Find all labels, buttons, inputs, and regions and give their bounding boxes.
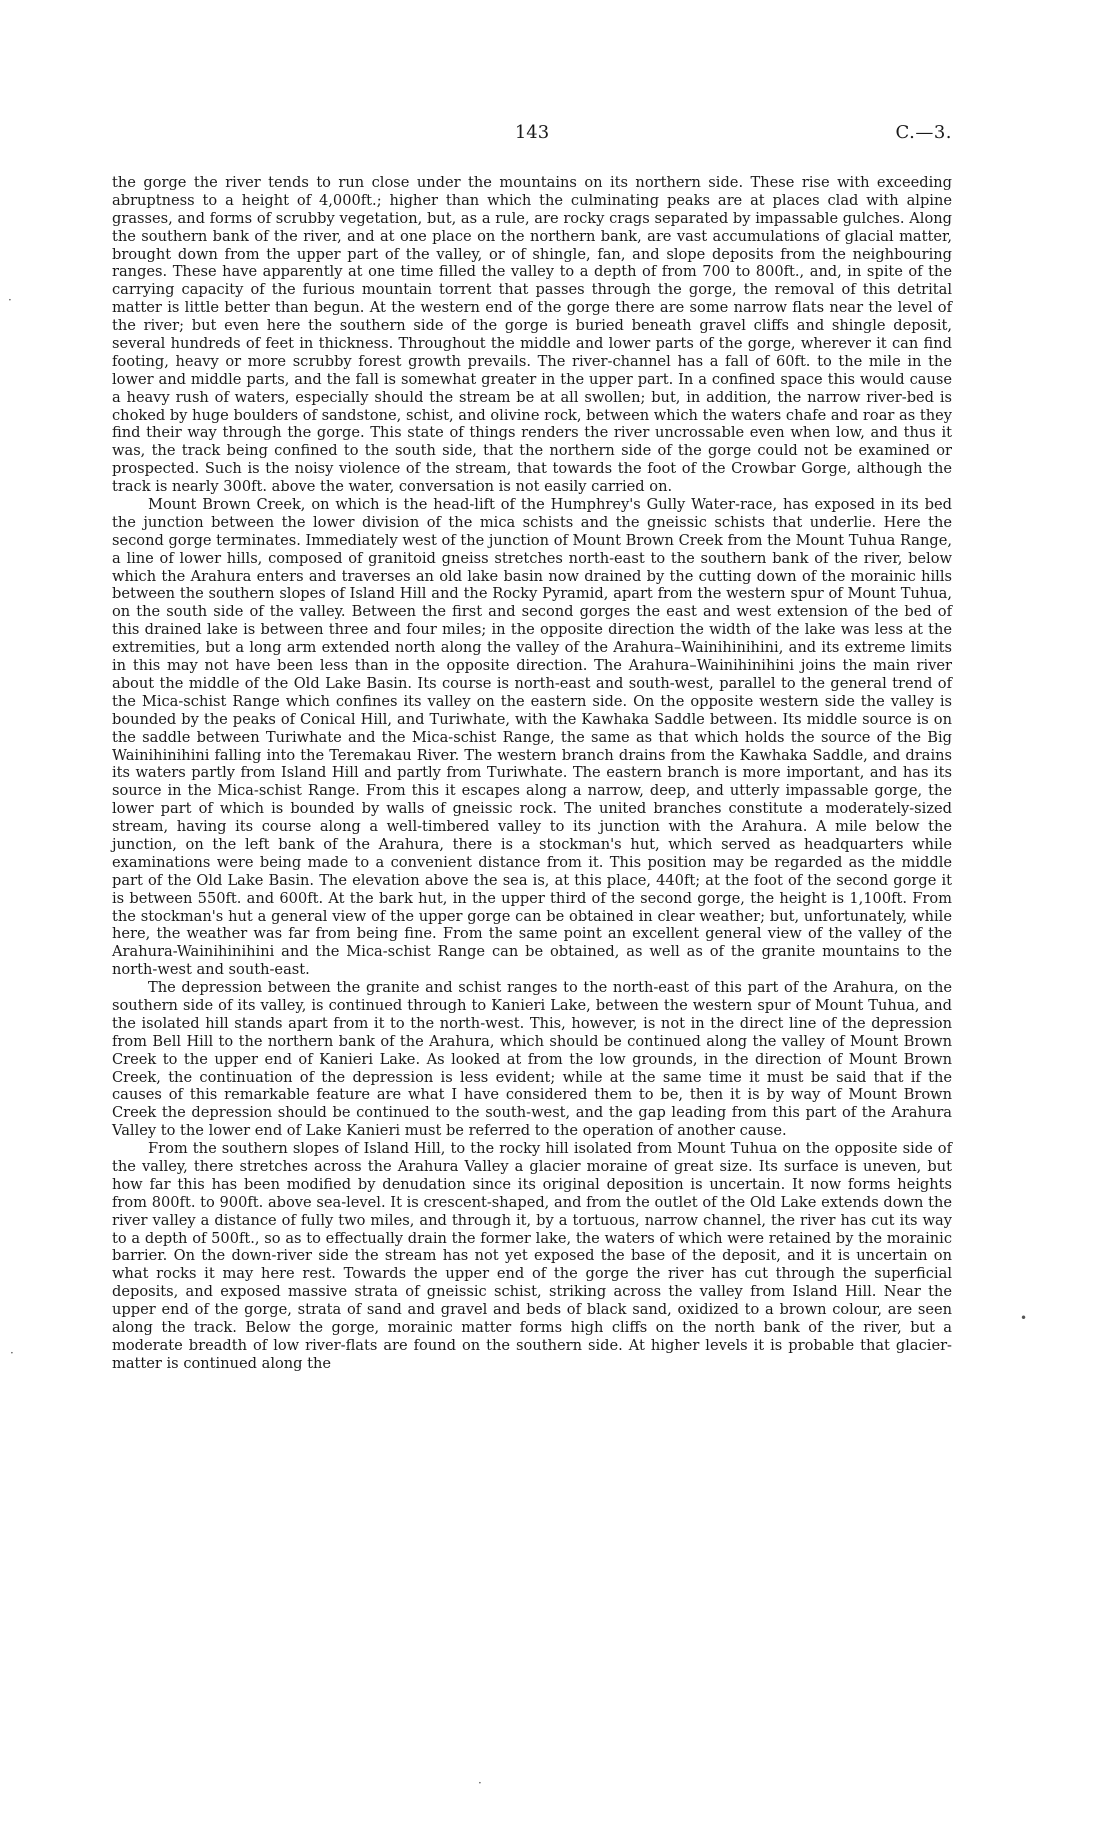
paragraph-3: The depression between the granite and schist ranges to the north-east of this part of the Arahura, on the southern side of its valley, is continued through to Kanieri Lake, between the western spur of Mount Tuhua, and the isolated hill stands apart from it to the north-west. This, however, is not in the direct line of the depression from Bell Hill to the northern bank of the Arahura, which should be continued along the valley of Mount Brown Creek to the upper end of Kanieri Lake. As looked at from the low grounds, in the direction of Mount Brown Creek, the continuation of the depression is less evident; while at the same time it must be said that if the causes of this remarkable feature are what I have considered them to be, then it is by way of Mount Brown Creek the depression should be continued to the south-west, and the gap leading from this part of the Arahura Valley to the lower end of Lake Kanieri must be referred to the operation of another cause. — [112, 979, 952, 1140]
body-text — [112, 174, 952, 1373]
paragraph-1: the gorge the river tends to run close under the mountains on its northern side. These rise with exceeding abruptness to a height of 4,000ft.; higher than which the culminating peaks are at places clad with alpine grasses, and forms of scrubby vegetation, but, as a rule, are rocky crags separated by impassable gulches. Along the southern bank of the river, and at one place on the northern bank, are vast accumulations of glacial matter, brought down from the upper part of the valley, or of shingle, fan, and slope deposits from the neighbouring ranges. These have apparently at one time filled the valley to a depth of from 700 to 800ft., and, in spite of the carrying capacity of the furious mountain torrent that passes through the gorge, the removal of this detrital matter is little better than begun. At the western end of the gorge there are some narrow flats near the level of the river; but even here the southern side of the gorge is buried beneath gravel cliffs and shingle deposit, several hundreds of feet in thickness. Throughout the middle and lower parts of the gorge, wherever it can find footing, heavy or more scrubby forest growth prevails. The river-channel has a fall of 60ft. to the mile in the lower and middle parts, and the fall is somewhat greater in the upper part. In a confined space this would cause a heavy rush of waters, especially should the stream be at all swollen; but, in addition, the narrow river-bed is choked by huge boulders of sandstone, schist, and olivine rock, between which the waters chafe and roar as they find their way through the gorge. This state of things renders the river uncrossable even when low, and thus it was, the track being confined to the south side, that the northern side of the gorge could not be examined or prospected. Such is the noisy violence of the stream, that towards the foot of the Crowbar Gorge, although the track is nearly 300ft. above the water, conversation is not easily carried on. — [112, 174, 952, 496]
page-number: 143 — [514, 122, 550, 143]
margin-speck-icon: • — [1020, 1311, 1028, 1325]
margin-speck-icon: · — [8, 293, 12, 307]
paragraph-4: From the southern slopes of Island Hill, to the rocky hill isolated from Mount Tuhua on the opposite side of the valley, there stretches across the Arahura Valley a glacier moraine of great size. Its surface is uneven, but how far this has been modified by denudation since its original deposition is uncertain. It now forms heights from 800ft. to 900ft. above sea-level. It is crescent-shaped, and from the outlet of the Old Lake extends down the river valley a distance of fully two miles, and through it, by a tortuous, narrow channel, the river has cut its way to a depth of 500ft., so as to effectually drain the former lake, the waters of which were retained by the morainic barrier. On the down-river side the stream has not yet exposed the base of the deposit, and it is uncertain on what rocks it may here rest. Towards the upper end of the gorge the river has cut through the superficial deposits, and exposed massive strata of gneissic schist, striking across the valley from Island Hill. Near the upper end of the gorge, strata of sand and gravel and beds of black sand, oxidized to a brown colour, are seen along the track. Below the gorge, morainic matter forms high cliffs on the north bank of the river, but a moderate breadth of low river-flats are found on the southern side. At higher levels it is probable that glacier-matter is continued along the — [112, 1140, 952, 1372]
page-header — [112, 122, 952, 152]
document-reference: C.—3. — [895, 122, 952, 143]
margin-speck-icon: · — [478, 1776, 482, 1790]
paragraph-2: Mount Brown Creek, on which is the head-lift of the Humphrey's Gully Water-race, has exposed in its bed the junction between the lower division of the mica schists and the gneissic schists that underlie. Here the second gorge terminates. Immediately west of the junction of Mount Brown Creek from the Mount Tuhua Range, a line of lower hills, composed of granitoid gneiss stretches north-east to the southern bank of the river, below which the Arahura enters and traverses an old lake basin now drained by the cutting down of the morainic hills between the southern slopes of Island Hill and the Rocky Pyramid, apart from the western spur of Mount Tuhua, on the south side of the valley. Between the first and second gorges the east and west extension of the bed of this drained lake is between three and four miles; in the opposite direction the width of the lake was less at the extremities, but a long arm extended north along the valley of the Arahura–Wainihinihini, and its extreme limits in this may not have been less than in the opposite direction. The Arahura–Wainihinihini joins the main river about the middle of the Old Lake Basin. Its course is north-east and south-west, parallel to the general trend of the Mica-schist Range which confines its valley on the eastern side. On the opposite western side the valley is bounded by the peaks of Conical Hill, and Turiwhate, with the Kawhaka Saddle between. Its middle source is on the saddle between Turiwhate and the Mica-schist Range, the same as that which holds the source of the Big Wainihinihini falling into the Teremakau River. The western branch drains from the Kawhaka Saddle, and drains its waters partly from Island Hill and partly from Turiwhate. The eastern branch is more important, and has its source in the Mica-schist Range. From this it escapes along a narrow, deep, and utterly impassable gorge, the lower part of which is bounded by walls of gneissic rock. The united branches constitute a moderately-sized stream, having its course along a well-timbered valley to its junction with the Arahura. A mile below the junction, on the left bank of the Arahura, there is a stockman's hut, which served as headquarters while examinations were being made to a convenient distance from it. This position may be regarded as the middle part of the Old Lake Basin. The elevation above the sea is, at this place, 440ft; at the foot of the second gorge it is between 550ft. and 600ft. At the bark hut, in the upper third of the second gorge, the height is 1,100ft. From the stockman's hut a general view of the upper gorge can be obtained in clear weather; but, unfortunately, while here, the weather was far from being fine. From the same point an excellent general view of the valley of the Arahura-Wainihinihini and the Mica-schist Range can be obtained, as well as of the granite mountains to the north-west and south-east. — [112, 496, 953, 979]
margin-speck-icon: · — [10, 1346, 14, 1360]
